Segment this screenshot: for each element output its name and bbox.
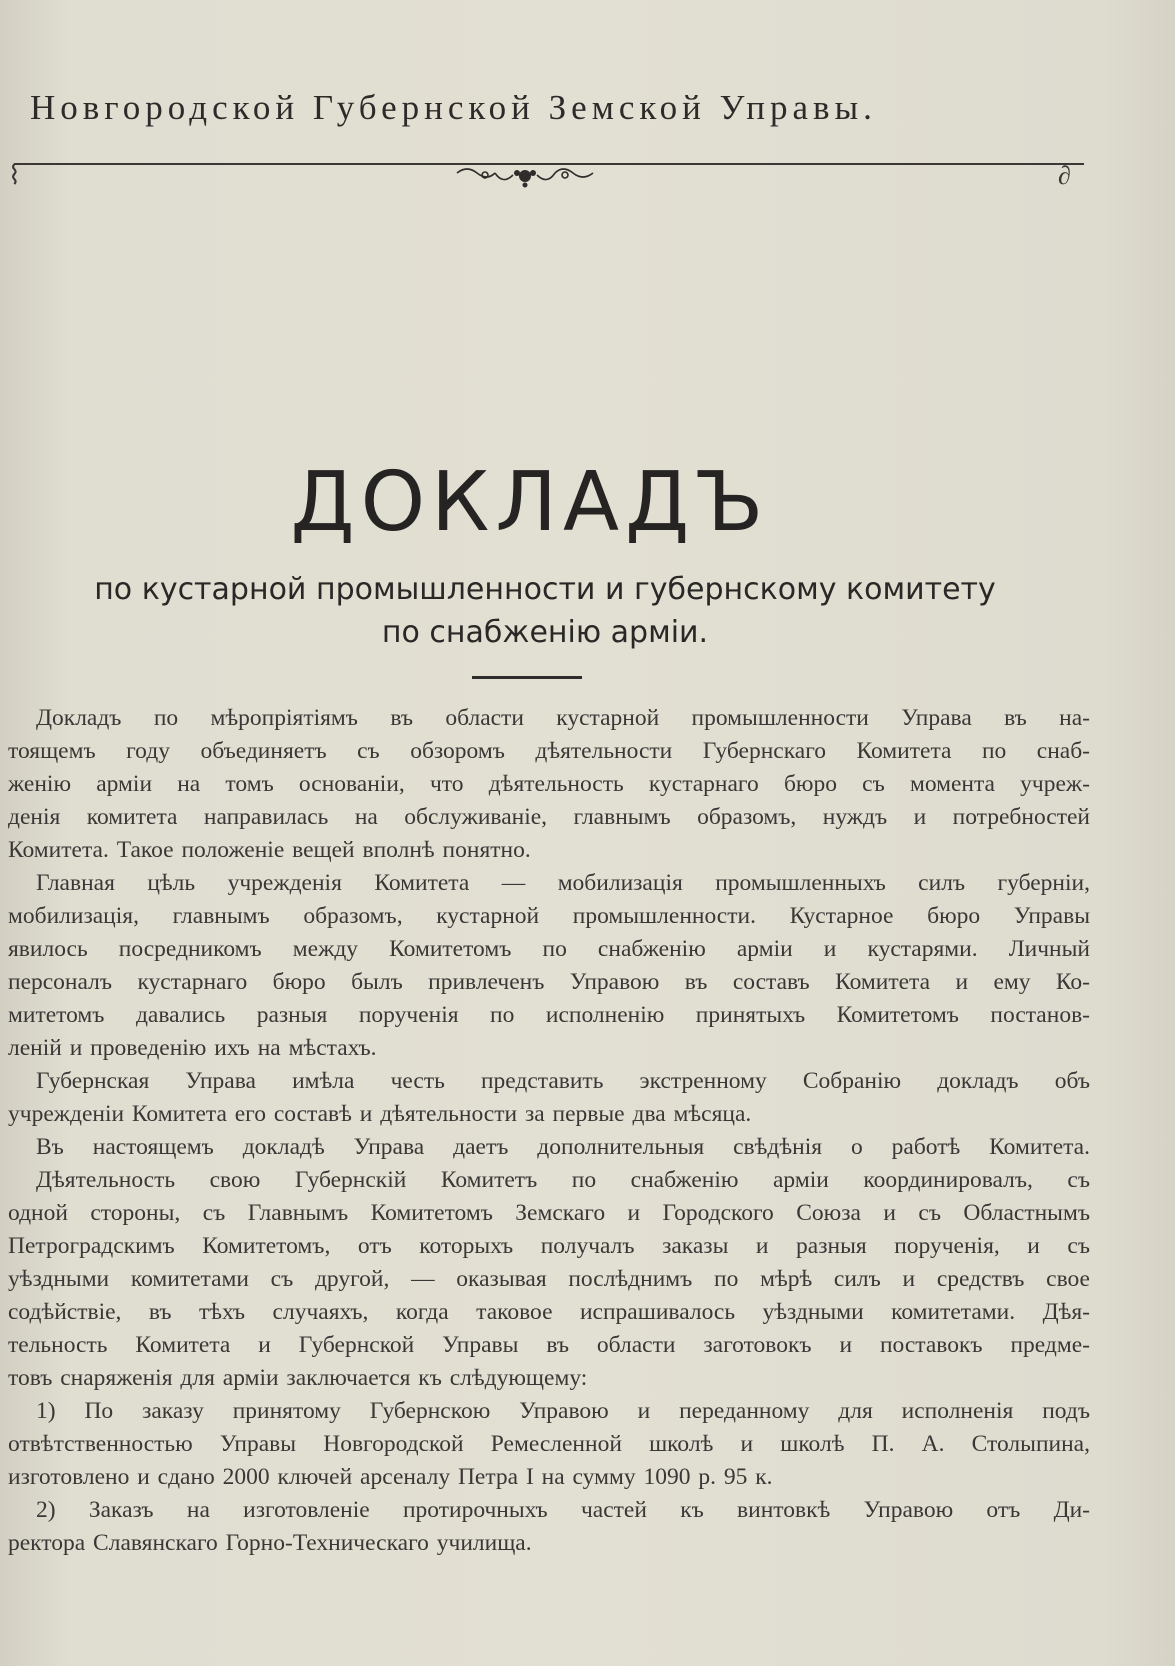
text-line: 2) Заказъ на изготовленіе протирочныхъ частей къ винтовкѣ Управою отъ Ди- <box>36 1497 1090 1523</box>
text-line: Дѣятельность свою Губернскій Комитетъ по снабженію арміи координировалъ, съ <box>36 1167 1090 1193</box>
text-line: 1) По заказу принятому Губернскою Управою и переданному для исполненія подъ <box>36 1398 1090 1424</box>
text-line: Губернская Управа имѣла честь представить экстренному Собранію докладъ объ <box>36 1068 1090 1094</box>
text-line: явилось посредникомъ между Комитетомъ по снабженію арміи и кустарями. Личный <box>8 936 1090 962</box>
title-divider <box>472 676 582 679</box>
left-curl-icon: ⌇ <box>8 161 21 190</box>
text-line: леній и проведенію ихъ на мѣстахъ. <box>8 1035 377 1061</box>
text-line: персоналъ кустарнаго бюро былъ привлеченъ Управою въ составъ Комитета и ему Ко- <box>8 969 1090 995</box>
text-line: изготовлено и сдано 2000 ключей арсеналу Петра I на сумму 1090 р. 95 к. <box>8 1464 773 1490</box>
text-line: женію арміи на томъ основаніи, что дѣятельность кустарнаго бюро съ момента учреж- <box>8 771 1090 797</box>
text-line: учрежденіи Комитета его составѣ и дѣятельности за первые два мѣсяца. <box>8 1101 752 1127</box>
document-subtitle-line-2: по снабженію арміи. <box>381 615 709 650</box>
text-line: Докладъ по мѣропріятіямъ въ области кустарной промышленности Управа въ на- <box>36 705 1090 731</box>
text-line: ректора Славянскаго Горно-Техническаго училища. <box>8 1530 532 1556</box>
text-line: содѣйствіе, въ тѣхъ случаяхъ, когда таковое испрашивалось уѣздными комитетами. Дѣя- <box>8 1299 1090 1325</box>
text-line: одной стороны, съ Главнымъ Комитетомъ Земскаго и Городского Союза и съ Областнымъ <box>8 1200 1090 1226</box>
right-curl-icon: ∂ <box>1058 161 1071 190</box>
text-line: Петроградскимъ Комитетомъ, отъ которыхъ получалъ заказы и разныя порученія, и съ <box>8 1233 1090 1259</box>
body-text <box>8 702 1090 1560</box>
text-line: тельность Комитета и Губернской Управы въ области заготовокъ и поставокъ предме- <box>8 1332 1090 1358</box>
text-line: Главная цѣль учрежденія Комитета — мобилизація промышленныхъ силъ губерніи, <box>36 870 1090 896</box>
document-subtitle-line-1: по кустарной промышленности и губернскому комитету <box>94 572 996 607</box>
text-line: тоящемъ году объединяетъ съ обзоромъ дѣятельности Губернскаго Комитета по снаб- <box>8 738 1090 764</box>
text-line: уѣздными комитетами съ другой, — оказывая послѣднимъ по мѣрѣ силъ и средствъ свое <box>8 1266 1090 1292</box>
document-title: ДОКЛАДЪ <box>290 455 770 550</box>
text-line: мобилизація, главнымъ образомъ, кустарной промышленности. Кустарное бюро Управы <box>8 903 1090 929</box>
text-line: отвѣтственностью Управы Новгородской Ремесленной школѣ и школѣ П. А. Столыпина, <box>8 1431 1090 1457</box>
text-line: митетомъ давались разныя порученія по исполненію принятыхъ Комитетомъ постанов- <box>8 1002 1090 1028</box>
text-line: Комитета. Такое положеніе вещей вполнѣ понятно. <box>8 837 531 863</box>
text-line: товъ снаряженія для арміи заключается къ слѣдующему: <box>8 1365 588 1391</box>
ornament-icon <box>455 163 595 193</box>
text-line: денія комитета направилась на обслуживаніе, главнымъ образомъ, нуждъ и потребностей <box>8 804 1090 830</box>
header-title: Новгородской Губернской Земской Управы. <box>30 88 877 127</box>
text-line: Въ настоящемъ докладѣ Управа даетъ дополнительныя свѣдѣнія о работѣ Комитета. <box>36 1134 1090 1160</box>
